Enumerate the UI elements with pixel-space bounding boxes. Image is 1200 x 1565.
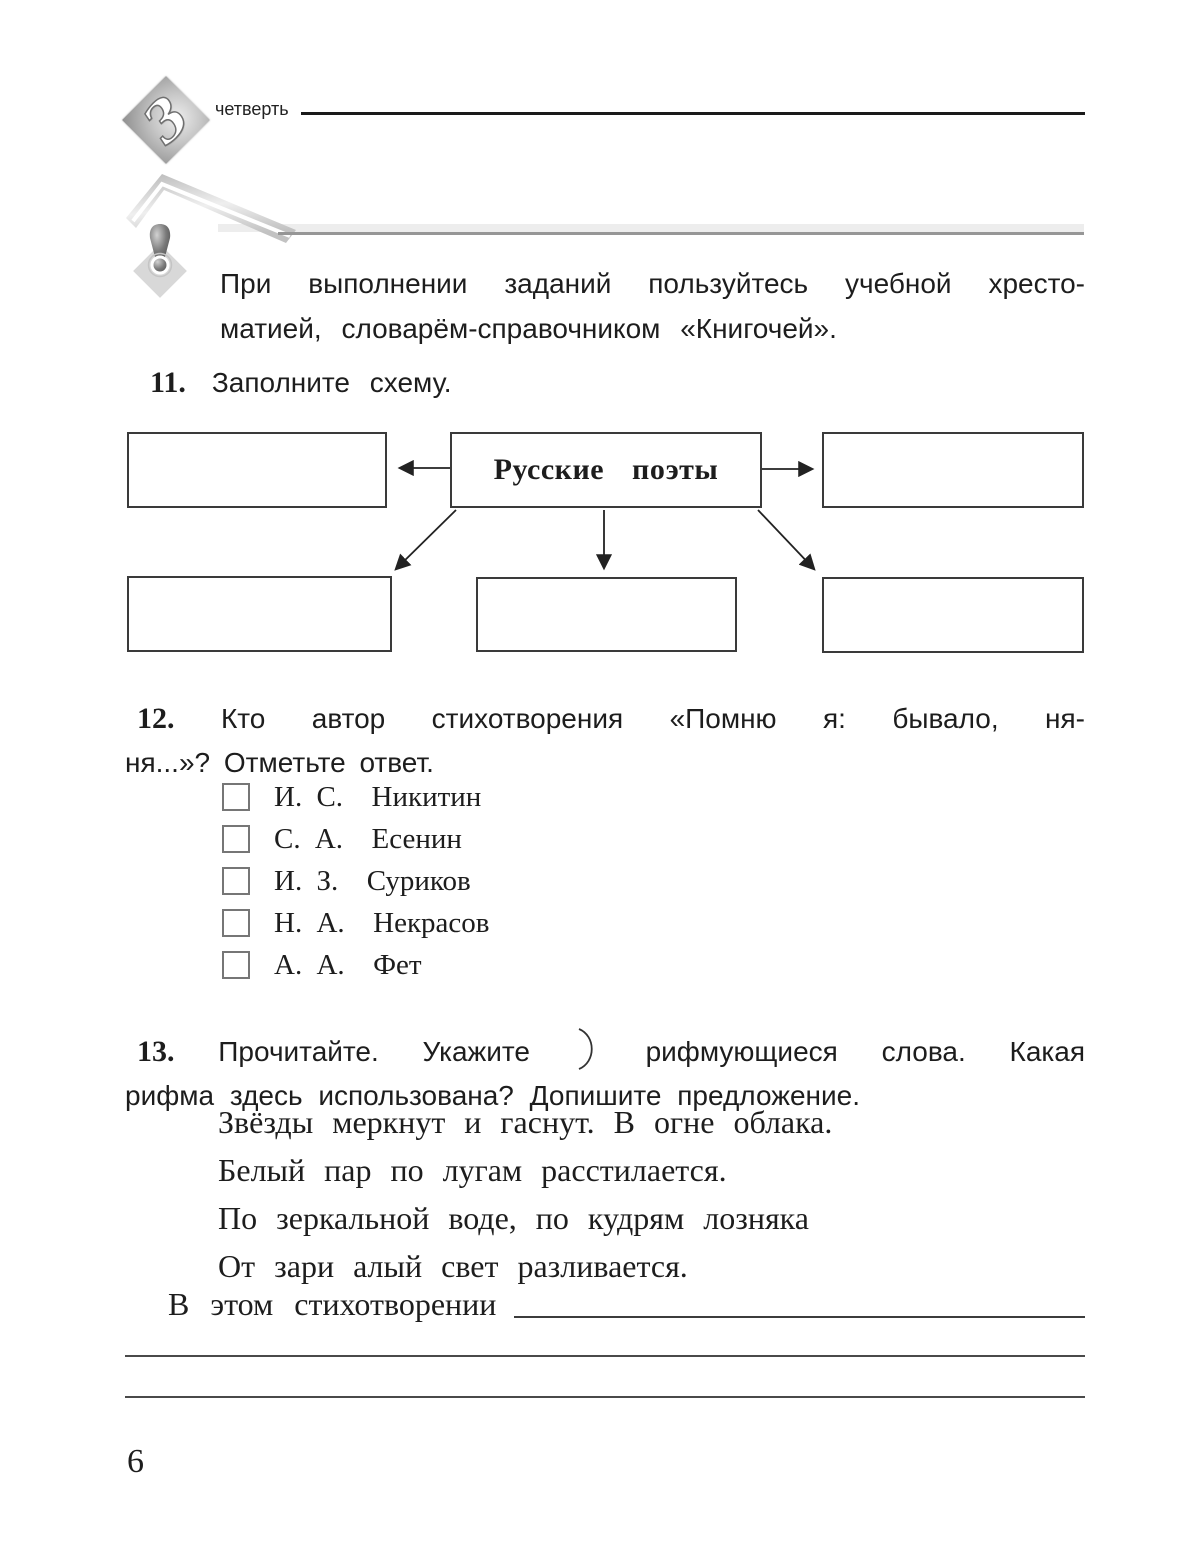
checkbox-nikitin[interactable] [222,783,250,811]
option-row [222,780,489,813]
task-13-line-2: рифма здесь использована? Допишите предложение. [125,1080,860,1111]
task-11-text: Заполните схему. [211,367,452,398]
note-paragraph [220,261,1085,351]
task-12-number: 12. [137,702,175,735]
option-row [222,822,489,855]
answer-write-line-2[interactable] [125,1396,1085,1398]
ribbon-shadow-band [218,224,1084,232]
exclamation-icon [133,224,187,298]
task-12-line-2: ня...»? Отметьте ответ. [125,747,434,778]
note-line-2: матией, словарём-справочником «Книгочей». [220,313,837,344]
task-13-number: 13. [137,1035,175,1068]
checkbox-fet[interactable] [222,951,250,979]
task-13-line-1b: рифмующиеся слова. Какая [645,1036,1086,1067]
checkbox-esenin[interactable] [222,825,250,853]
option-label: А. А. Фет [274,948,422,981]
poem-line-1: Звёзды меркнут и гаснут. В огне облака. [218,1104,833,1140]
option-label: И. З. Суриков [274,864,471,897]
poem-line-2: Белый пар по лугам расстилается. [218,1152,727,1188]
schema-arrows [0,420,1200,680]
schema-center-label: Русские поэты [493,453,719,486]
option-row [222,864,489,897]
arrow-down-left [396,510,456,569]
task-11-number: 11. [150,366,186,399]
quarter-label: четверть [215,99,289,119]
task-11-heading [150,366,452,400]
task-12-line-1: Кто автор стихотворения «Помню я: бывало, ня- [220,703,1086,734]
alert-rule [278,232,1084,235]
arrow-down-right [758,510,814,569]
option-label: И. С. Никитин [274,780,482,813]
answer-write-line-1[interactable] [125,1355,1085,1357]
task-13-line-1a: Прочитайте. Укажите [218,1036,530,1067]
task-12-heading [125,697,1085,785]
quarter-fill-line[interactable] [301,112,1085,115]
page-number: 6 [127,1443,144,1480]
checkbox-nekrasov[interactable] [222,909,250,937]
poem [218,1098,832,1290]
option-label: Н. А. Некрасов [274,906,490,939]
rhyme-arc-icon [576,1027,600,1071]
poem-line-3: По зеркальной воде, по кудрям лозняка [218,1200,809,1236]
checkbox-surikov[interactable] [222,867,250,895]
option-row [222,906,490,939]
poem-line-4: От зари алый свет разливается. [218,1248,688,1284]
option-label: С. А. Есенин [274,822,462,855]
option-row [222,948,489,981]
answer-sentence [168,1286,1085,1323]
answer-options [222,780,490,993]
answer-fill-line[interactable] [514,1286,1085,1318]
quarter-number: 3 [130,84,202,156]
note-line-1: При выполнении заданий пользуйтесь учебной хресто- [220,268,1085,299]
answer-prefix: В этом стихотворении [168,1286,497,1322]
